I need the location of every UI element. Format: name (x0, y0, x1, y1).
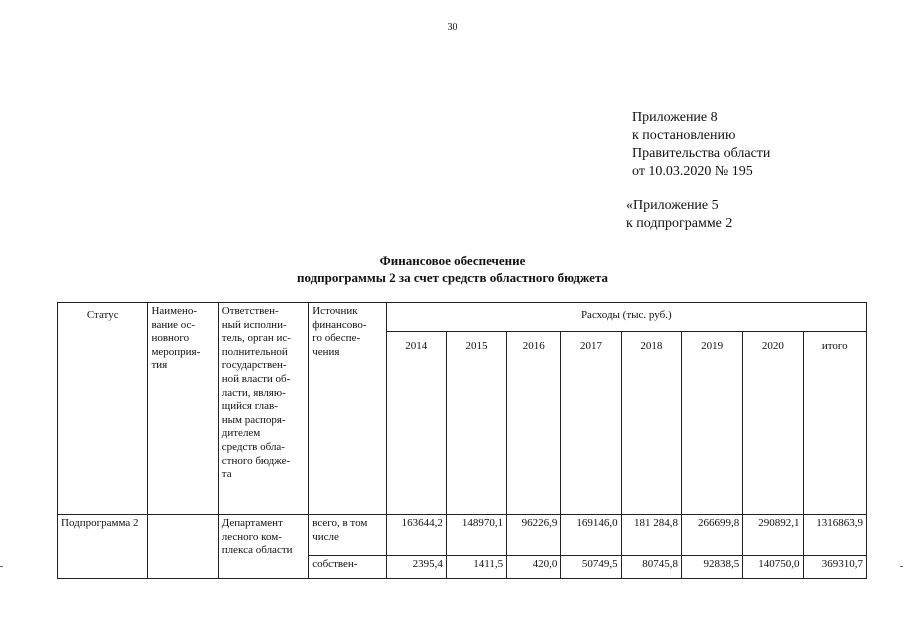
value-cell: 266699,8 (681, 515, 742, 556)
value-cell: 290892,1 (743, 515, 803, 556)
year-header: 2019 (681, 332, 742, 515)
year-header: 2017 (561, 332, 621, 515)
value-cell-total: 1316863,9 (803, 515, 866, 556)
appendix-line: к постановлению (632, 128, 736, 143)
value-cell: 2395,4 (386, 556, 446, 579)
value-cell: 140750,0 (743, 556, 803, 579)
page-number: 30 (447, 22, 458, 33)
value-cell: 420,0 (507, 556, 561, 579)
year-header: 2018 (621, 332, 681, 515)
title-line-1: Финансовое обеспечение (379, 253, 526, 268)
year-header: 2015 (446, 332, 506, 515)
header-event-name: Наимено- вание ос- новного мероприя- тия (148, 303, 218, 515)
header-expenses: Расходы (тыс. руб.) (386, 303, 866, 332)
year-header: 2014 (386, 332, 446, 515)
appendix-block (632, 109, 770, 181)
scan-mark (0, 566, 3, 567)
row-source: всего, в том числе (309, 515, 386, 556)
budget-table (57, 302, 867, 579)
value-cell: 50749,5 (561, 556, 621, 579)
value-cell: 96226,9 (507, 515, 561, 556)
row-status: Подпрограмма 2 (58, 515, 148, 579)
year-header: 2020 (743, 332, 803, 515)
appendix-line: Правительства области (632, 146, 771, 161)
header-responsible: Ответствен- ный исполни- тель, орган ис- полнительной государствен- ной власти об- ласти, являю- щийся глав- ным распоря- дителем средств обла- стного бюдже- та (218, 303, 308, 515)
title-line-2: подпрограммы 2 за счет средств областного бюджета (296, 270, 608, 285)
year-header-total: итого (803, 332, 866, 515)
value-cell: 80745,8 (621, 556, 681, 579)
inner-appendix-line: к подпрограмме 2 (626, 216, 733, 231)
inner-appendix-line: «Приложение 5 (626, 198, 719, 213)
row-source: собствен- (309, 556, 386, 579)
header-status: Статус (58, 303, 148, 515)
document-title (0, 252, 905, 286)
scan-mark (900, 566, 903, 567)
appendix-line: Приложение 8 (632, 110, 718, 125)
header-row (58, 303, 867, 332)
table-row (58, 515, 867, 556)
row-event-name (148, 515, 218, 579)
value-cell: 163644,2 (386, 515, 446, 556)
value-cell: 148970,1 (446, 515, 506, 556)
year-header: 2016 (507, 332, 561, 515)
inner-appendix-block (626, 197, 732, 233)
value-cell: 92838,5 (681, 556, 742, 579)
row-responsible: Департамент лесного ком-плекса области (218, 515, 308, 579)
appendix-line: от 10.03.2020 № 195 (632, 164, 753, 179)
value-cell-total: 369310,7 (803, 556, 866, 579)
value-cell: 169146,0 (561, 515, 621, 556)
value-cell: 181 284,8 (621, 515, 681, 556)
header-source: Источник финансово- го обеспе- чения (309, 303, 386, 515)
value-cell: 1411,5 (446, 556, 506, 579)
